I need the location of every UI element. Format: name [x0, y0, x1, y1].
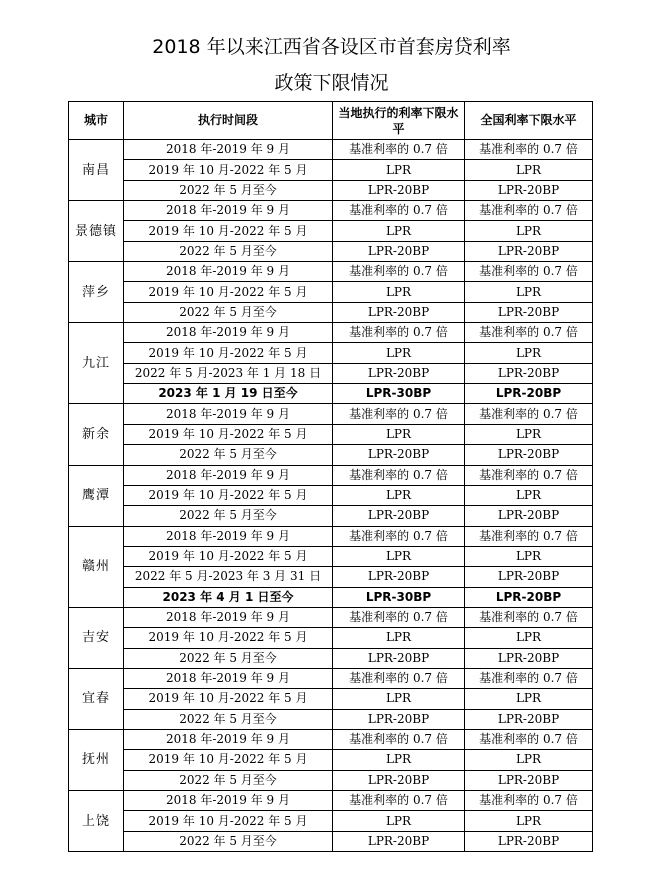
local-rate-cell: 基准利率的 0.7 倍 [333, 668, 465, 688]
table-header-row [69, 102, 593, 140]
local-rate-cell: 基准利率的 0.7 倍 [333, 404, 465, 424]
table-row [69, 485, 593, 505]
period-cell: 2022 年 5 月至今 [124, 709, 333, 729]
national-rate-cell: 基准利率的 0.7 倍 [465, 262, 593, 282]
local-rate-cell: LPR-20BP [333, 445, 465, 465]
period-cell: 2018 年-2019 年 9 月 [124, 201, 333, 221]
table-row [69, 424, 593, 444]
local-rate-cell: LPR-20BP [333, 180, 465, 200]
local-rate-cell: 基准利率的 0.7 倍 [333, 729, 465, 749]
period-cell: 2022 年 5 月-2023 年 1 月 18 日 [124, 363, 333, 383]
city-cell: 南昌 [69, 140, 124, 201]
national-rate-cell: LPR [465, 221, 593, 241]
table-row [69, 323, 593, 343]
national-rate-cell: 基准利率的 0.7 倍 [465, 465, 593, 485]
period-cell: 2018 年-2019 年 9 月 [124, 668, 333, 688]
local-rate-cell: LPR-30BP [333, 384, 465, 404]
period-cell: 2019 年 10 月-2022 年 5 月 [124, 811, 333, 831]
national-rate-cell: 基准利率的 0.7 倍 [465, 526, 593, 546]
period-cell: 2018 年-2019 年 9 月 [124, 323, 333, 343]
local-rate-cell: LPR [333, 424, 465, 444]
national-rate-cell: 基准利率的 0.7 倍 [465, 729, 593, 749]
local-rate-cell: LPR [333, 546, 465, 566]
page-title: 2018 年以来江西省各设区市首套房贷利率 [152, 36, 511, 58]
local-rate-cell: 基准利率的 0.7 倍 [333, 607, 465, 627]
city-cell: 赣州 [69, 526, 124, 607]
national-rate-cell: LPR [465, 424, 593, 444]
period-cell: 2022 年 5 月至今 [124, 180, 333, 200]
local-rate-cell: 基准利率的 0.7 倍 [333, 201, 465, 221]
period-cell: 2018 年-2019 年 9 月 [124, 465, 333, 485]
table-row [69, 607, 593, 627]
table-row [69, 445, 593, 465]
period-cell: 2018 年-2019 年 9 月 [124, 262, 333, 282]
period-cell: 2018 年-2019 年 9 月 [124, 607, 333, 627]
local-rate-cell: LPR [333, 811, 465, 831]
national-rate-cell: LPR-20BP [465, 770, 593, 790]
national-rate-cell: LPR [465, 811, 593, 831]
table-row [69, 729, 593, 749]
period-cell: 2018 年-2019 年 9 月 [124, 729, 333, 749]
header-period: 执行时间段 [124, 102, 333, 140]
period-cell: 2022 年 5 月至今 [124, 648, 333, 668]
local-rate-cell: LPR [333, 343, 465, 363]
table-row [69, 180, 593, 200]
national-rate-cell: LPR-20BP [465, 587, 593, 607]
national-rate-cell: 基准利率的 0.7 倍 [465, 791, 593, 811]
table-row [69, 160, 593, 180]
period-cell: 2022 年 5 月至今 [124, 770, 333, 790]
national-rate-cell: 基准利率的 0.7 倍 [465, 140, 593, 160]
national-rate-cell: LPR-20BP [465, 445, 593, 465]
national-rate-cell: LPR [465, 160, 593, 180]
table-row [69, 404, 593, 424]
national-rate-cell: 基准利率的 0.7 倍 [465, 323, 593, 343]
table-row [69, 465, 593, 485]
period-cell: 2022 年 5 月至今 [124, 445, 333, 465]
national-rate-cell: LPR-20BP [465, 567, 593, 587]
period-cell: 2019 年 10 月-2022 年 5 月 [124, 485, 333, 505]
table-row [69, 343, 593, 363]
local-rate-cell: 基准利率的 0.7 倍 [333, 526, 465, 546]
table-row [69, 506, 593, 526]
local-rate-cell: LPR-20BP [333, 770, 465, 790]
city-cell: 新余 [69, 404, 124, 465]
table-row [69, 546, 593, 566]
header-city: 城市 [69, 102, 124, 140]
period-cell: 2022 年 5 月至今 [124, 241, 333, 261]
table-row [69, 221, 593, 241]
header-local-rate: 当地执行的利率下限水平 [333, 102, 465, 140]
period-cell: 2019 年 10 月-2022 年 5 月 [124, 221, 333, 241]
table-row [69, 648, 593, 668]
national-rate-cell: LPR-20BP [465, 709, 593, 729]
national-rate-cell: LPR [465, 282, 593, 302]
table-row [69, 567, 593, 587]
local-rate-cell: LPR-20BP [333, 241, 465, 261]
national-rate-cell: LPR [465, 750, 593, 770]
local-rate-cell: LPR-20BP [333, 648, 465, 668]
national-rate-cell: 基准利率的 0.7 倍 [465, 607, 593, 627]
local-rate-cell: LPR-20BP [333, 506, 465, 526]
table-row [69, 384, 593, 404]
national-rate-cell: LPR-20BP [465, 831, 593, 851]
period-cell: 2023 年 1 月 19 日至今 [124, 384, 333, 404]
table-row [69, 241, 593, 261]
local-rate-cell: 基准利率的 0.7 倍 [333, 791, 465, 811]
national-rate-cell: LPR-20BP [465, 302, 593, 322]
table-row [69, 302, 593, 322]
period-cell: 2019 年 10 月-2022 年 5 月 [124, 750, 333, 770]
table-row [69, 770, 593, 790]
national-rate-cell: LPR [465, 485, 593, 505]
local-rate-cell: 基准利率的 0.7 倍 [333, 262, 465, 282]
local-rate-cell: LPR-20BP [333, 831, 465, 851]
local-rate-cell: LPR [333, 750, 465, 770]
table-row [69, 628, 593, 648]
header-national-rate: 全国利率下限水平 [465, 102, 593, 140]
local-rate-cell: LPR-20BP [333, 363, 465, 383]
table-row [69, 201, 593, 221]
city-cell: 宜春 [69, 668, 124, 729]
period-cell: 2019 年 10 月-2022 年 5 月 [124, 160, 333, 180]
period-cell: 2022 年 5 月至今 [124, 506, 333, 526]
local-rate-cell: LPR [333, 628, 465, 648]
city-cell: 抚州 [69, 729, 124, 790]
table-row [69, 831, 593, 851]
period-cell: 2019 年 10 月-2022 年 5 月 [124, 424, 333, 444]
table-row [69, 587, 593, 607]
period-cell: 2019 年 10 月-2022 年 5 月 [124, 343, 333, 363]
national-rate-cell: 基准利率的 0.7 倍 [465, 201, 593, 221]
period-cell: 2019 年 10 月-2022 年 5 月 [124, 689, 333, 709]
national-rate-cell: LPR-20BP [465, 241, 593, 261]
national-rate-cell: 基准利率的 0.7 倍 [465, 668, 593, 688]
period-cell: 2022 年 5 月至今 [124, 831, 333, 851]
national-rate-cell: LPR-20BP [465, 506, 593, 526]
table-row [69, 668, 593, 688]
period-cell: 2018 年-2019 年 9 月 [124, 526, 333, 546]
local-rate-cell: LPR-20BP [333, 567, 465, 587]
national-rate-cell: LPR-20BP [465, 384, 593, 404]
period-cell: 2022 年 5 月至今 [124, 302, 333, 322]
national-rate-cell: LPR [465, 546, 593, 566]
local-rate-cell: LPR-30BP [333, 587, 465, 607]
period-cell: 2022 年 5 月-2023 年 3 月 31 日 [124, 567, 333, 587]
city-cell: 鹰潭 [69, 465, 124, 526]
table-row [69, 363, 593, 383]
national-rate-cell: LPR [465, 628, 593, 648]
local-rate-cell: 基准利率的 0.7 倍 [333, 140, 465, 160]
local-rate-cell: 基准利率的 0.7 倍 [333, 465, 465, 485]
city-cell: 上饶 [69, 791, 124, 852]
page-subtitle: 政策下限情况 [274, 72, 389, 94]
local-rate-cell: 基准利率的 0.7 倍 [333, 323, 465, 343]
national-rate-cell: LPR-20BP [465, 648, 593, 668]
period-cell: 2018 年-2019 年 9 月 [124, 140, 333, 160]
table-row [69, 140, 593, 160]
table-row [69, 811, 593, 831]
national-rate-cell: LPR-20BP [465, 180, 593, 200]
national-rate-cell: LPR [465, 343, 593, 363]
period-cell: 2018 年-2019 年 9 月 [124, 791, 333, 811]
table-row [69, 750, 593, 770]
national-rate-cell: LPR [465, 689, 593, 709]
table-body [69, 140, 593, 852]
local-rate-cell: LPR [333, 282, 465, 302]
city-cell: 萍乡 [69, 262, 124, 323]
table-row [69, 709, 593, 729]
table-row [69, 282, 593, 302]
rate-table [68, 101, 593, 852]
local-rate-cell: LPR [333, 160, 465, 180]
local-rate-cell: LPR-20BP [333, 709, 465, 729]
table-row [69, 526, 593, 546]
local-rate-cell: LPR-20BP [333, 302, 465, 322]
local-rate-cell: LPR [333, 689, 465, 709]
period-cell: 2023 年 4 月 1 日至今 [124, 587, 333, 607]
city-cell: 吉安 [69, 607, 124, 668]
local-rate-cell: LPR [333, 221, 465, 241]
table-row [69, 689, 593, 709]
period-cell: 2018 年-2019 年 9 月 [124, 404, 333, 424]
city-cell: 景德镇 [69, 201, 124, 262]
table-row [69, 791, 593, 811]
period-cell: 2019 年 10 月-2022 年 5 月 [124, 628, 333, 648]
local-rate-cell: LPR [333, 485, 465, 505]
period-cell: 2019 年 10 月-2022 年 5 月 [124, 546, 333, 566]
table-row [69, 262, 593, 282]
city-cell: 九江 [69, 323, 124, 404]
national-rate-cell: LPR-20BP [465, 363, 593, 383]
period-cell: 2019 年 10 月-2022 年 5 月 [124, 282, 333, 302]
national-rate-cell: 基准利率的 0.7 倍 [465, 404, 593, 424]
